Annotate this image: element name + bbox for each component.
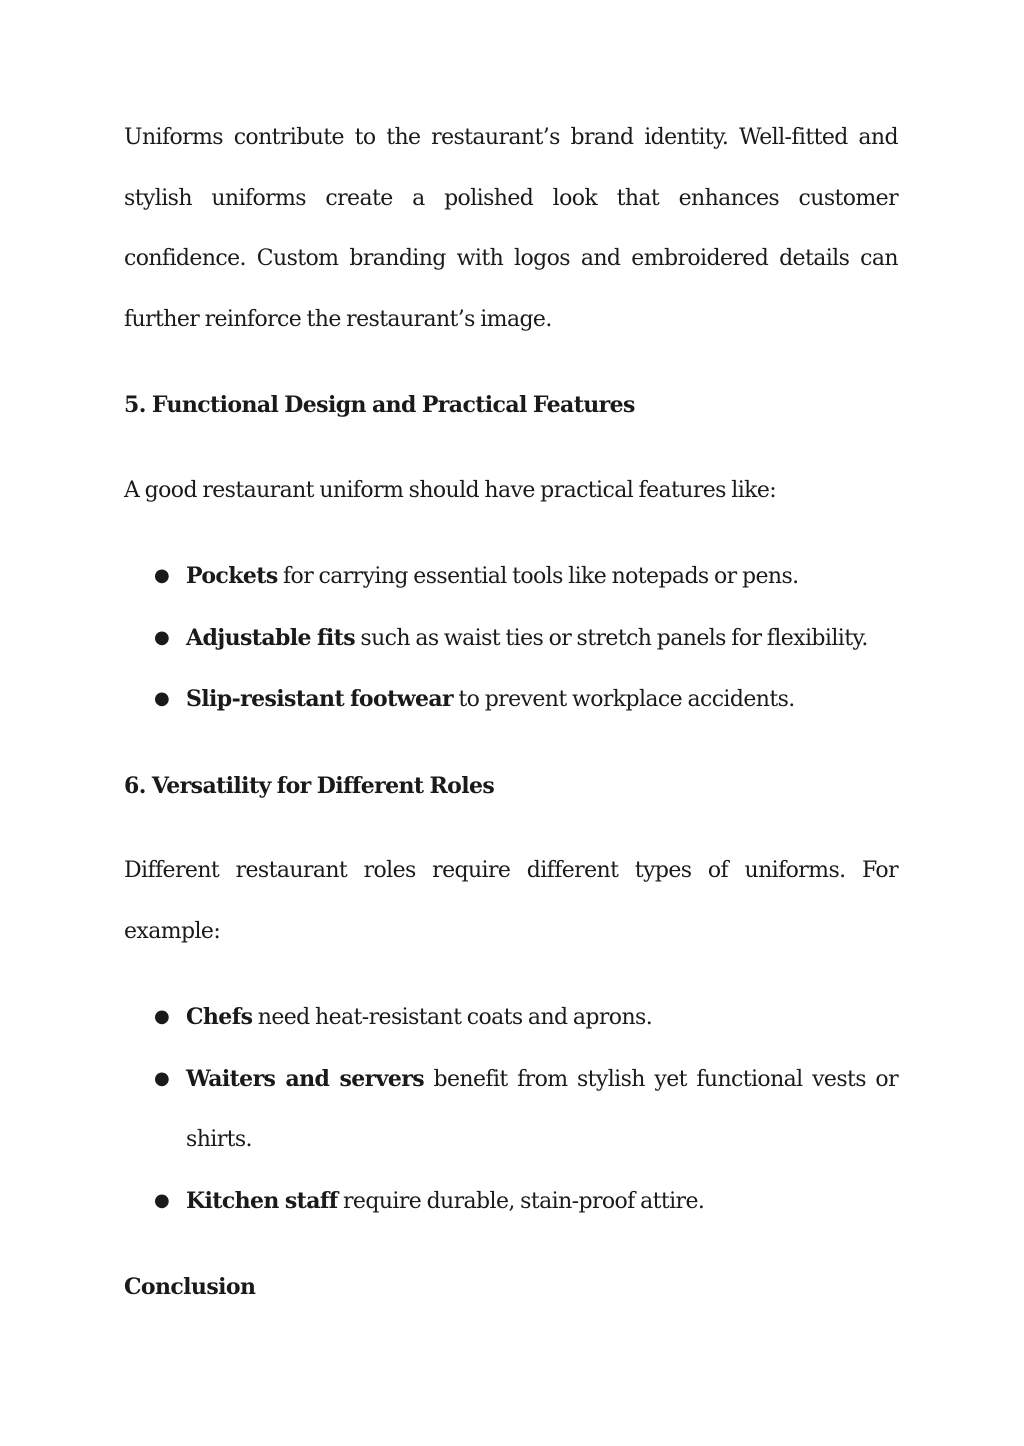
list-item: [124, 546, 898, 608]
list-item-term: Kitchen staff: [186, 1187, 338, 1214]
list-item-text: need heat-resistant coats and aprons.: [252, 1005, 653, 1030]
list-item-text: to prevent workplace accidents.: [453, 687, 795, 712]
list-item-text: require durable, stain-proof attire.: [337, 1188, 705, 1214]
conclusion-heading: Conclusion: [124, 1274, 256, 1300]
section-5-heading: 5. Functional Design and Practical Features: [124, 392, 635, 418]
list-item-term: Pockets: [186, 563, 278, 589]
bullet-icon: ●: [154, 1006, 170, 1027]
section-6-heading: 6. Versatility for Different Roles: [124, 772, 495, 799]
list-item-text: for carrying essential tools like notepads or pens.: [277, 564, 799, 589]
list-item-text: such as waist ties or stretch panels for flexibility.: [354, 625, 868, 651]
section-6-role-list: [124, 987, 898, 1232]
section-6-intro: Different restaurant roles require different types of uniforms. For example:: [124, 858, 898, 944]
bullet-icon: ●: [154, 1067, 170, 1089]
list-item-term: Chefs: [186, 1004, 253, 1030]
section-5-feature-list: [124, 546, 898, 731]
intro-paragraph: Uniforms contribute to the restaurant’s brand identity. Well-fitted and stylish uniforms create a polished look that enhances customer confidence. Custom branding with logos and embroidered details can further reinforce the restaurant’s image.: [124, 125, 898, 332]
list-item: [124, 608, 898, 670]
list-item-term: Adjustable fits: [186, 624, 355, 651]
list-item-term: Waiters and servers: [186, 1065, 425, 1092]
list-item: [124, 669, 898, 731]
document-page: [124, 108, 898, 1318]
list-item-text: benefit from stylish yet functional vests or shirts.: [186, 1066, 898, 1152]
section-5-intro: A good restaurant uniform should have practical features like:: [124, 477, 777, 503]
bullet-icon: ●: [154, 688, 170, 709]
bullet-icon: ●: [154, 1189, 170, 1211]
bullet-icon: ●: [154, 626, 170, 648]
list-item: [124, 1049, 898, 1171]
list-item-term: Slip-resistant footwear: [186, 686, 454, 712]
bullet-icon: ●: [154, 565, 170, 586]
list-item: [124, 1171, 898, 1233]
list-item: [124, 987, 898, 1049]
